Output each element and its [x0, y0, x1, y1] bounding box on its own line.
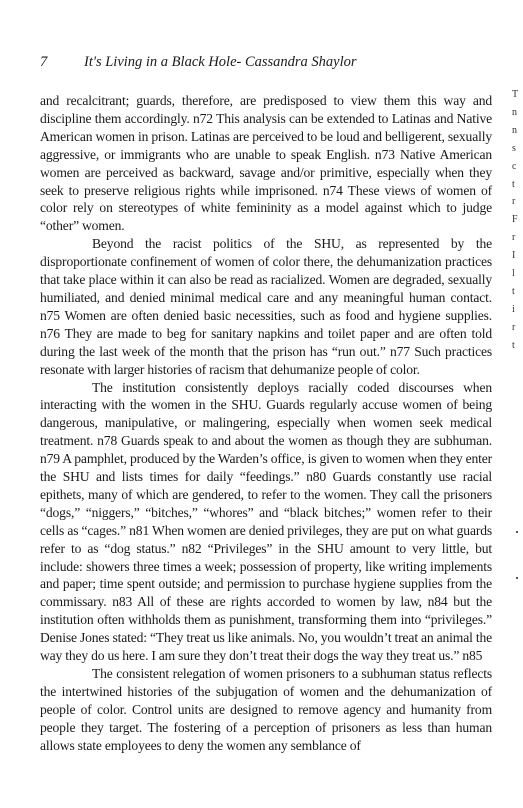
running-title: It's Living in a Black Hole- Cassandra Shaylor: [84, 54, 357, 70]
facing-page-char: r: [512, 321, 516, 333]
facing-page-char: F: [512, 214, 518, 226]
facing-page-char: s: [512, 142, 516, 154]
speck-mark: [516, 577, 518, 579]
paragraph: and recalcitrant; guards, therefore, are predisposed to view them this way and discipline them accordingly. n72 This analysis can be extended to Latinas and Native American women in prison. Latinas are perceived to be loud and belligerent, sexually aggressive, or immigrants who are unable to speak English. n73 Native American women are perceived as backward, savage and/or primitive, especially when they seek to preserve religious rights while imprisoned. n74 These views of women of color rely on stereotypes of white femininity as a model against which to judge “other” women.: [40, 93, 492, 234]
paragraph: The institution consistently deploys racially coded discourses when interacting with the women in the SHU. Guards regularly accuse women of being dangerous, manipulative, or malingering, especially when women seek medical treatment. n78 Guards speak to and about the women as though they are subhuman. n79 A pamphlet, produced by the Warden’s office, is given to women when they enter the SHU and lists times for daily “feedings.” n80 Guards constantly use racial epithets, many of which are gendered, to refer to the women. They call the prisoners “dogs,” “niggers,” “bitches,” “whores” and “black bitches;” women refer to their cells as “cages.” n81 When women are denied privileges, they are put on what guards refer to as “dog status.” n82 “Privileges” in the SHU amount to very little, but include: showers three times a week; possession of property, like writing implements and paper; time spent outside; and permission to purchase hygiene supplies from the commissary. n83 All of these are rights accorded to women by law, n84 but the institution often withholds them as punishment, transforming them into “privileges.” Denise Jones stated: “They treat us like animals. No, you wouldn’t treat an animal the way they do us here. I am sure they don’t treat their dogs the way they treat us.” n85: [40, 379, 492, 664]
facing-page-char: r: [512, 196, 516, 208]
facing-page-char: l: [512, 268, 515, 280]
facing-page-char: i: [512, 303, 515, 315]
facing-page-char: I: [512, 250, 516, 262]
paragraph: Beyond the racist politics of the SHU, as represented by the disproportionate confinement of women of color there, the dehumanization practices that take place within it can also be read as racialized. Women are degraded, sexually humiliated, and denied minimal medical care and any meaningful human contact. n75 Women are often denied basic necessities, such as food and hygiene supplies. n76 They are made to beg for sanitary napkins and toilet paper and are often told during the last week of the month that the prison has “run out.” n77 Such practices resonate with larger histories of racism that dehumanize people of color.: [40, 236, 492, 377]
facing-page-char: n: [512, 124, 517, 136]
running-header: [40, 54, 470, 71]
facing-page-char: T: [512, 89, 519, 100]
facing-page-char: t: [512, 285, 515, 297]
facing-page-char: n: [512, 106, 517, 118]
paragraph: The consistent relegation of women prisoners to a subhuman status reflects the intertwined histories of the subjugation of women and the dehumanization of people of color. Control units are designed to remove agency and humanity from people they target. The fostering of a perception of prisoners as less than human allows state employees to deny the women any semblance of: [40, 666, 492, 753]
facing-page-char: r: [512, 232, 516, 244]
page-number: 7: [40, 54, 48, 70]
facing-page-char: t: [512, 339, 515, 351]
body-text: [40, 92, 492, 755]
facing-page-char: t: [512, 178, 515, 190]
facing-page-edge: [512, 86, 523, 356]
facing-page-char: c: [512, 160, 517, 172]
speck-mark: [516, 531, 518, 533]
